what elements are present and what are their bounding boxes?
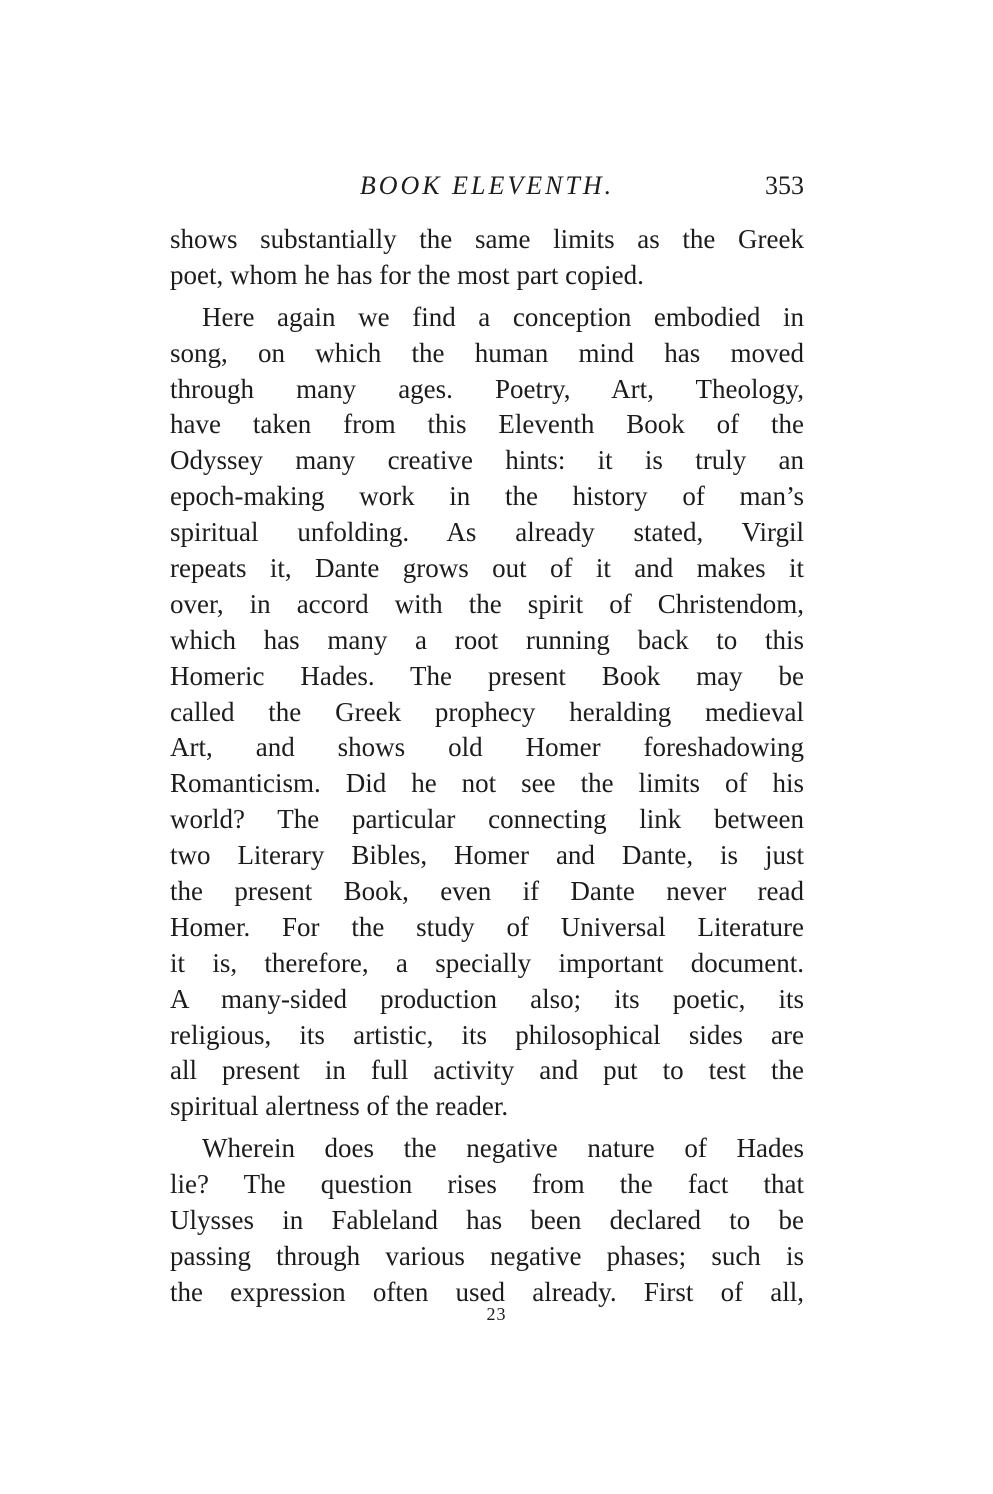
page-number: 353 (765, 171, 804, 200)
text-line: spiritual alertness of the reader. (170, 1091, 509, 1122)
paragraph (170, 300, 804, 1125)
text-line: which has many a root running back to this (170, 624, 804, 655)
text-line: Homeric Hades. The present Book may be (170, 660, 804, 691)
text-line: Homer. For the study of Universal Literature (170, 911, 804, 942)
text-line: religious, its artistic, its philosophical sides are (170, 1019, 804, 1050)
text-line: epoch-making work in the history of man’s (170, 481, 804, 512)
text-line: the present Book, even if Dante never read (170, 876, 804, 907)
text-line: Romanticism. Did he not see the limits of his (170, 768, 804, 799)
running-head (170, 168, 804, 204)
text-line: spiritual unfolding. As already stated, Virgil (170, 517, 804, 548)
text-line: called the Greek prophecy heralding medieval (170, 696, 804, 727)
text-line: Odyssey many creative hints: it is truly an (170, 445, 804, 476)
text-line: passing through various negative phases; such is (170, 1240, 804, 1271)
text-line: Wherein does the negative nature of Hades (202, 1133, 804, 1164)
text-line: repeats it, Dante grows out of it and makes it (170, 553, 804, 584)
signature-mark: 23 (486, 1304, 507, 1324)
text-line: the expression often used already. First of all, (170, 1276, 804, 1307)
text-line: Art, and shows old Homer foreshadowing (170, 732, 804, 763)
text-line: world? The particular connecting link between (170, 804, 804, 835)
text-line: A many-sided production also; its poetic, its (170, 983, 804, 1014)
running-title: BOOK ELEVENTH. (359, 171, 615, 200)
text-line: through many ages. Poetry, Art, Theology, (170, 373, 804, 404)
text-line: Ulysses in Fableland has been declared to be (170, 1205, 804, 1236)
paragraph (170, 222, 804, 294)
text-line: all present in full activity and put to test the (170, 1055, 804, 1086)
text-line: it is, therefore, a specially important document. (170, 947, 804, 978)
text-line: have taken from this Eleventh Book of the (170, 409, 804, 440)
text-line: poet, whom he has for the most part copied. (170, 259, 644, 290)
paragraph (170, 1131, 804, 1310)
text-line: Here again we find a conception embodied in (202, 301, 804, 332)
text-line: song, on which the human mind has moved (170, 337, 804, 368)
text-line: two Literary Bibles, Homer and Dante, is just (170, 840, 804, 871)
text-line: over, in accord with the spirit of Christendom, (170, 588, 804, 619)
body-text (170, 222, 804, 1311)
text-line: lie? The question rises from the fact that (170, 1169, 804, 1200)
text-line: shows substantially the same limits as the Greek (170, 224, 804, 254)
